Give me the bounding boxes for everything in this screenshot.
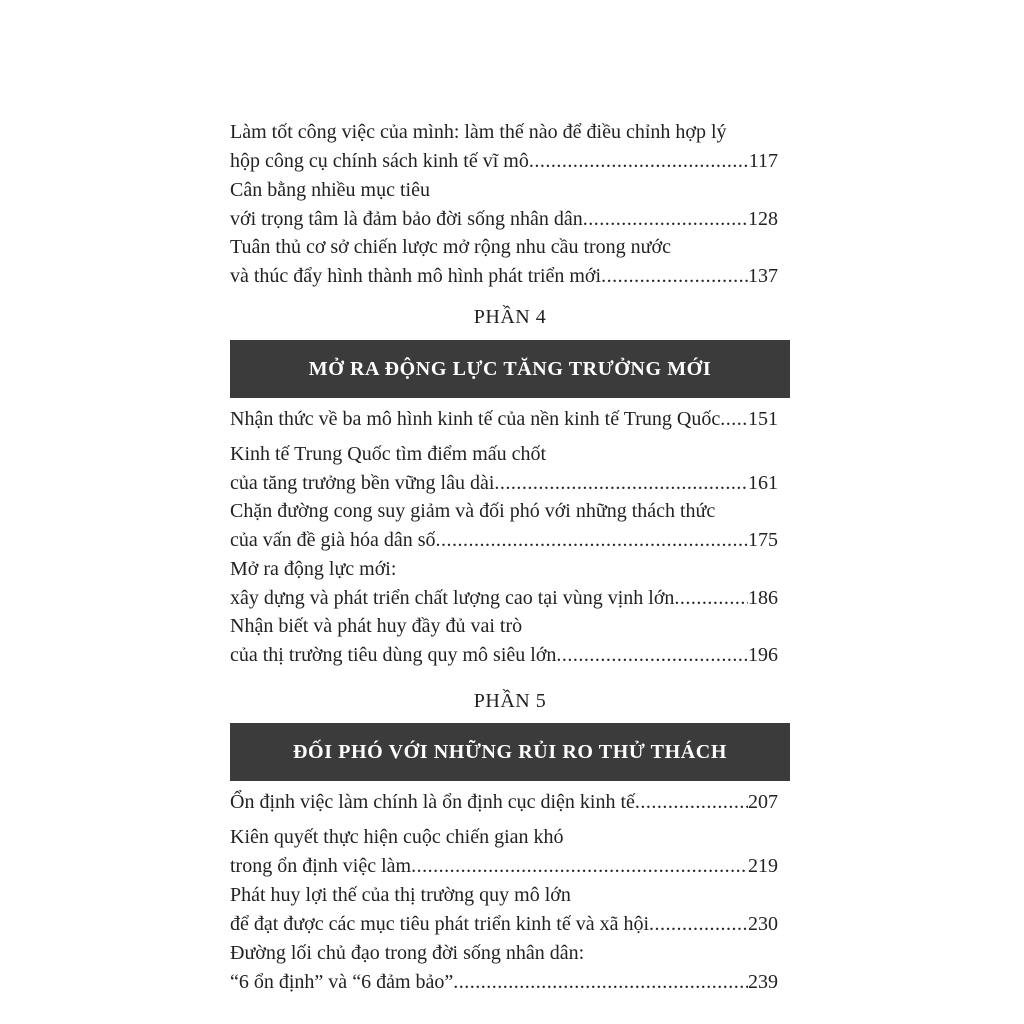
- toc-page-number: 151: [748, 408, 778, 430]
- toc-entry: [230, 555, 778, 613]
- toc-entry-text: của tăng trưởng bền vững lâu dài: [230, 472, 495, 494]
- toc-entry: [230, 405, 778, 434]
- toc-entry: [230, 612, 778, 670]
- toc-entry: [230, 881, 778, 939]
- toc-entry: [230, 939, 778, 997]
- toc-page-number: 175: [748, 529, 778, 551]
- toc-entry-line: Chặn đường cong suy giảm và đối phó với những thách thức: [230, 500, 716, 522]
- toc-entry: [230, 788, 778, 817]
- leader-dots: [583, 205, 748, 234]
- leader-dots: [649, 910, 748, 939]
- toc-entry-text: Nhận thức về ba mô hình kinh tế của nền kinh tế Trung Quốc: [230, 408, 721, 430]
- toc-entry-line: Phát huy lợi thế của thị trường quy mô lớn: [230, 884, 571, 906]
- toc-page-number: 239: [748, 971, 778, 993]
- toc-entry-line: Đường lối chủ đạo trong đời sống nhân dân:: [230, 942, 585, 964]
- leader-dots: [720, 405, 748, 434]
- toc-entry-line: Tuân thủ cơ sở chiến lược mở rộng nhu cầu trong nước: [230, 236, 671, 258]
- toc-page-number: 207: [748, 791, 778, 813]
- toc-page-number: 196: [748, 644, 778, 666]
- leader-dots: [635, 788, 748, 817]
- toc-entry-line: Kiên quyết thực hiện cuộc chiến gian khó: [230, 826, 564, 848]
- toc-entry-line: Kinh tế Trung Quốc tìm điểm mấu chốt: [230, 443, 547, 465]
- leader-dots: [453, 968, 748, 997]
- toc-page-number: 117: [748, 150, 778, 172]
- toc-entry-line: Cân bằng nhiều mục tiêu: [230, 179, 430, 201]
- leader-dots: [411, 852, 748, 881]
- toc-page-number: 230: [748, 913, 778, 935]
- leader-dots: [674, 584, 748, 613]
- toc-entry-text: để đạt được các mục tiêu phát triển kinh tế và xã hội: [230, 913, 650, 935]
- toc-page-number: 186: [748, 587, 778, 609]
- toc-entry-line: Mở ra động lực mới:: [230, 558, 397, 580]
- leader-dots: [435, 526, 748, 555]
- part-5-title: ĐỐI PHÓ VỚI NHỮNG RỦI RO THỬ THÁCH: [293, 740, 727, 763]
- toc-entry-text: xây dựng và phát triển chất lượng cao tại vùng vịnh lớn: [230, 587, 675, 609]
- toc-entry: [230, 497, 778, 555]
- toc-entry: [230, 823, 778, 881]
- leader-dots: [529, 147, 749, 176]
- toc-entry-text: của vấn đề già hóa dân số: [230, 529, 436, 551]
- leader-dots: [556, 641, 748, 670]
- part-5-title-banner: [230, 723, 790, 781]
- part-4-title-banner: [230, 340, 790, 398]
- toc-page-number: 137: [748, 265, 778, 287]
- toc-page-number: 128: [748, 208, 778, 230]
- toc-entry-line: Nhận biết và phát huy đầy đủ vai trò: [230, 615, 523, 637]
- toc-entry: [230, 233, 778, 291]
- toc-entry-text: và thúc đẩy hình thành mô hình phát triển mới: [230, 265, 602, 287]
- part-4-label: PHẦN 4: [473, 306, 547, 328]
- toc-entry-text: với trọng tâm là đảm bảo đời sống nhân dân: [230, 208, 583, 230]
- toc-entry-line: Làm tốt công việc của mình: làm thế nào để điều chỉnh hợp lý: [230, 121, 727, 143]
- leader-dots: [601, 262, 748, 291]
- toc-page-number: 161: [748, 472, 778, 494]
- toc-entry-text: Ổn định việc làm chính là ổn định cục diện kinh tế: [230, 791, 635, 813]
- toc-entry-text: hộp công cụ chính sách kinh tế vĩ mô: [230, 150, 529, 172]
- toc-entry-text: trong ổn định việc làm: [230, 855, 412, 877]
- part-4-title: MỞ RA ĐỘNG LỰC TĂNG TRƯỞNG MỚI: [308, 357, 712, 380]
- part-5-label: PHẦN 5: [473, 690, 547, 712]
- toc-entry-text: của thị trường tiêu dùng quy mô siêu lớn: [230, 644, 557, 666]
- toc-entry-text: “6 ổn định” và “6 đảm bảo”: [230, 971, 454, 993]
- leader-dots: [494, 469, 748, 498]
- toc-entry: [230, 440, 778, 498]
- toc-entry: [230, 118, 778, 176]
- toc-page-number: 219: [748, 855, 778, 877]
- toc-entry: [230, 176, 778, 234]
